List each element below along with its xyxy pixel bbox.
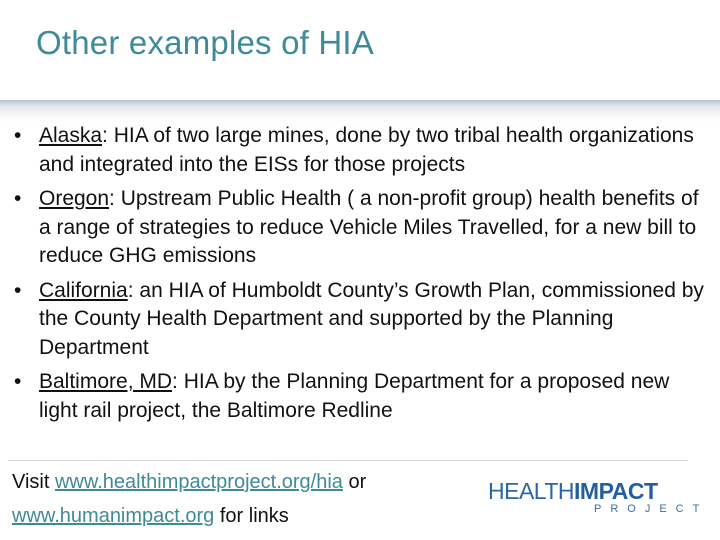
bullet-text: : HIA of two large mines, done by two tribal health organizations and integrated into the EISs for those projects: [39, 124, 694, 176]
bullet-text: : HIA by the Planning Department for a proposed new light rail project, the Baltimore Redline: [39, 370, 670, 422]
bullet-item-oregon: [14, 185, 704, 271]
bullet-marker: •: [14, 187, 22, 210]
bullet-place: Baltimore, MD: [39, 370, 173, 393]
slide-title: Other examples of HIA: [36, 24, 375, 61]
logo-subtitle: PROJECT: [594, 503, 709, 515]
logo-light-text: HEALTH: [488, 478, 575, 504]
bullet-marker: •: [14, 278, 22, 302]
bullet-item-baltimore: [14, 368, 704, 425]
title-shadow: [0, 100, 720, 122]
bullet-marker: •: [14, 370, 22, 393]
bullet-marker: •: [14, 124, 22, 147]
bullet-item-california: [14, 277, 704, 363]
footer-text: [12, 465, 482, 533]
title-band: [0, 0, 720, 100]
health-impact-project-logo: [488, 478, 709, 520]
footer-middle: or: [342, 471, 367, 493]
humanimpact-link[interactable]: www.humanimpact.org: [12, 505, 215, 527]
bullet-place: California: [39, 278, 128, 302]
bullet-place: Alaska: [39, 124, 103, 147]
logo-wordmark: [488, 478, 658, 504]
footer-prefix: Visit: [12, 471, 55, 493]
bullet-text: : Upstream Public Health ( a non-profit group) health benefits of a range of strategies to reduce Vehicle Miles Travelled, for a new bill to reduce GHG emissions: [39, 187, 699, 267]
bullet-item-alaska: [14, 122, 704, 179]
logo-bold-text: IMPACT: [574, 478, 658, 504]
bullet-place: Oregon: [39, 187, 110, 210]
footer-suffix: for links: [214, 505, 289, 527]
bullet-text: : an HIA of Humboldt County’s Growth Plan, commissioned by the County Health Department and supported by the Planning Department: [39, 278, 704, 359]
bullet-list: [14, 122, 704, 431]
footer-divider: [8, 460, 688, 461]
healthimpactproject-link[interactable]: www.healthimpactproject.org/hia: [54, 471, 343, 493]
